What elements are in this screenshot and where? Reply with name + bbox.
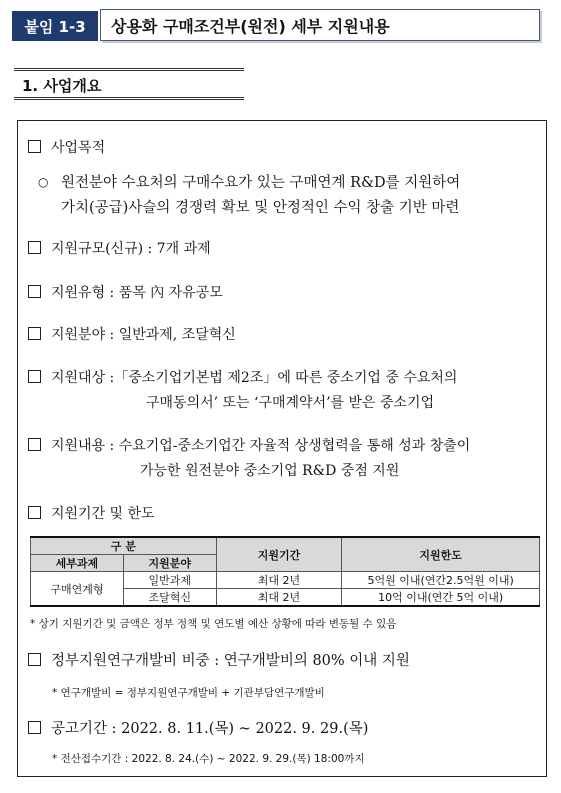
purpose-item bbox=[28, 137, 105, 157]
checkbox-square-icon bbox=[28, 285, 41, 298]
scale-item bbox=[28, 238, 211, 258]
header-limit: 지원한도 bbox=[342, 537, 540, 572]
period-cell: 최대 2년 bbox=[216, 572, 342, 589]
period-limit-heading: 지원기간 및 한도 bbox=[51, 506, 155, 522]
notice-item bbox=[28, 717, 368, 738]
header-sub-task: 세부과제 bbox=[31, 555, 124, 572]
limit-cell: 5억원 이내(연간2.5억원 이내) bbox=[342, 572, 540, 589]
header-field: 지원분야 bbox=[123, 555, 216, 572]
checkbox-square-icon bbox=[28, 721, 41, 734]
ratio-item bbox=[28, 649, 410, 670]
checkbox-square-icon bbox=[28, 241, 41, 254]
type-text: 지원유형 : 품목 內 자유공모 bbox=[51, 285, 223, 301]
checkbox-square-icon bbox=[28, 438, 41, 451]
field-cell: 일반과제 bbox=[123, 572, 216, 589]
limit-cell: 10억 이내(연간 5억 이내) bbox=[342, 589, 540, 607]
checkbox-square-icon bbox=[28, 370, 41, 383]
period-limit-item bbox=[28, 503, 155, 523]
header-period: 지원기간 bbox=[216, 537, 342, 572]
period-cell: 최대 2년 bbox=[216, 589, 342, 607]
support-limit-table bbox=[30, 536, 540, 607]
section-title: 1. 사업개요 bbox=[14, 68, 244, 100]
target-line-2: 구매동의서’ 또는 ‘구매계약서’를 받은 중소기업 bbox=[146, 395, 435, 411]
sub-task-cell: 구매연계형 bbox=[31, 572, 124, 607]
scale-text: 지원규모(신규) : 7개 과제 bbox=[51, 241, 211, 257]
target-item bbox=[28, 367, 457, 387]
checkbox-square-icon bbox=[28, 653, 41, 666]
content-item bbox=[28, 435, 470, 455]
table-row bbox=[31, 572, 540, 589]
type-item bbox=[28, 282, 223, 302]
checkbox-square-icon bbox=[28, 506, 41, 519]
document-title: 상용화 구매조건부(원전) 세부 지원내용 bbox=[100, 9, 540, 41]
attachment-badge: 붙임 1-3 bbox=[12, 11, 98, 41]
circle-bullet-icon: ○ bbox=[38, 175, 49, 189]
checkbox-square-icon bbox=[28, 140, 41, 153]
field-item bbox=[28, 324, 236, 344]
purpose-heading: 사업목적 bbox=[51, 140, 106, 156]
ratio-text: 정부지원연구개발비 비중 : 연구개발비의 80% 이내 지원 bbox=[51, 653, 410, 669]
field-cell: 조달혁신 bbox=[123, 589, 216, 607]
content-line-1: 지원내용 : 수요기업-중소기업간 자율적 상생협력을 통해 성과 창출이 bbox=[51, 438, 471, 454]
purpose-line-2: 가치(공급)사슬의 경쟁력 확보 및 안정적인 수익 창출 기반 마련 bbox=[61, 200, 460, 216]
notice-note: * 전산접수기간 : 2022. 8. 24.(수) ~ 2022. 9. 29.(목) 18:00까지 bbox=[52, 753, 365, 765]
target-line-1: 지원대상 :「중소기업기본법 제2조」에 따른 중소기업 중 수요처의 bbox=[51, 370, 458, 386]
purpose-line-1: 원전분야 수요처의 구매수요가 있는 구매연계 R&D를 지원하여 bbox=[61, 175, 461, 191]
ratio-note: * 연구개발비 = 정부지원연구개발비 + 기관부담연구개발비 bbox=[52, 687, 325, 699]
content-line-2: 가능한 원전분야 중소기업 R&D 중점 지원 bbox=[140, 463, 400, 479]
field-text: 지원분야 : 일반과제, 조달혁신 bbox=[51, 327, 236, 343]
checkbox-square-icon bbox=[28, 327, 41, 340]
notice-text: 공고기간 : 2022. 8. 11.(목) ~ 2022. 9. 29.(목) bbox=[51, 721, 369, 737]
header-group: 구 분 bbox=[31, 537, 217, 555]
table-footnote: * 상기 지원기간 및 금액은 정부 정책 및 연도별 예산 상황에 따라 변동될 수 있음 bbox=[30, 618, 397, 630]
